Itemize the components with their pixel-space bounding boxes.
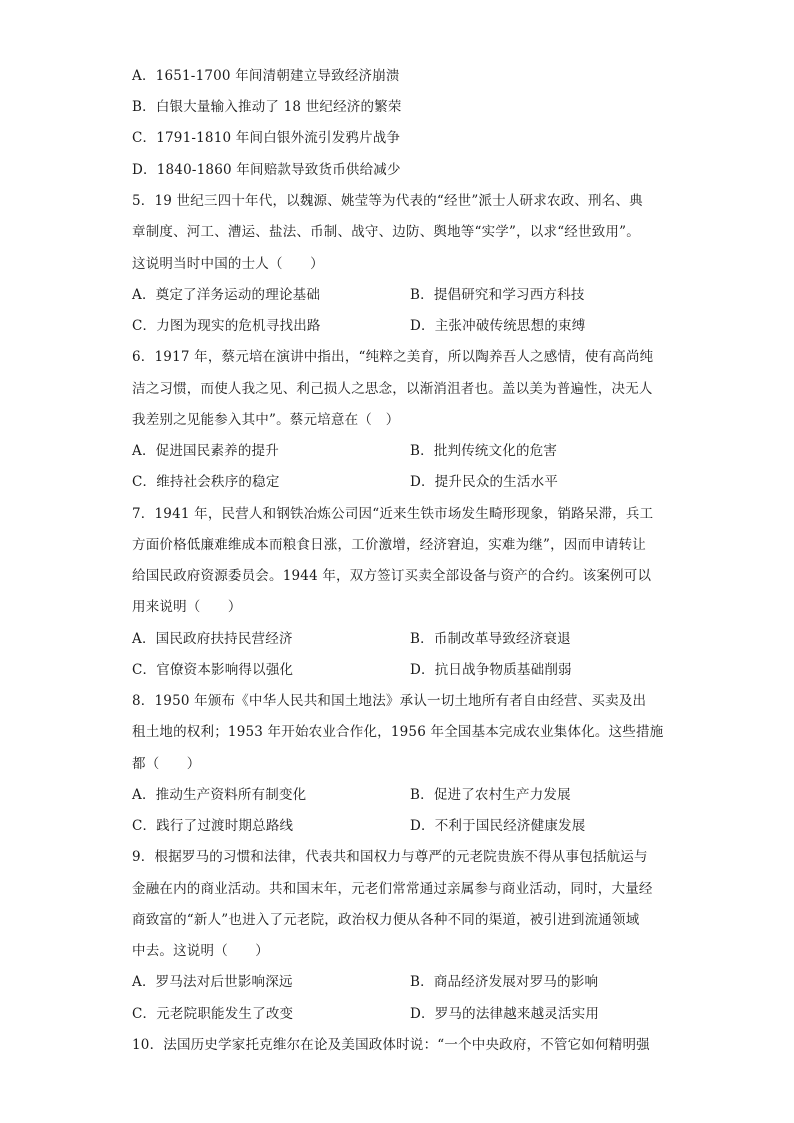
q7-stem-line-2: 方面价格低廉难维成本而粮食日涨，工价激增，经济窘迫，实难为继”，因而申请转让 [132,537,647,553]
q5-stem-line-1: 5．19 世纪三四十年代，以魏源、姚莹等为代表的“经世”派士人研求农政、刑名、典 [132,193,643,209]
q8-option-b: B．促进了农村生产力发展 [410,787,571,803]
q8-stem-line-3: 都（ ） [132,756,201,772]
q7-option-b: B．币制改革导致经济衰退 [410,631,571,647]
q5-stem-line-2: 章制度、河工、漕运、盐法、币制、战守、边防、舆地等“实学”，以求“经世致用”。 [132,224,640,240]
q8-stem-line-1: 8．1950 年颁布《中华人民共和国土地法》承认一切土地所有者自由经营、买卖及出 [132,693,647,709]
q8-option-a: A．推动生产资料所有制变化 [132,787,307,803]
q6-option-b: B．批判传统文化的危害 [410,443,558,459]
q9-stem-line-1: 9．根据罗马的习惯和法律，代表共和国权力与尊严的元老院贵族不得从事包括航运与 [132,849,648,865]
q9-option-c: C．元老院职能发生了改变 [132,1006,294,1022]
q7-option-c: C．官僚资本影响得以强化 [132,662,294,678]
q8-option-d: D．不利于国民经济健康发展 [410,818,586,834]
q6-option-a: A．促进国民素养的提升 [132,443,279,459]
q6-option-c: C．维持社会秩序的稳定 [132,474,280,490]
q7-stem-line-3: 给国民政府资源委员会。1944 年，双方签订买卖全部设备与资产的合约。该案例可以 [132,568,652,584]
q4-option-c: C．1791-1810 年间白银外流引发鸦片战争 [132,130,401,146]
q6-stem-line-1: 6．1917 年，蔡元培在演讲中指出，“纯粹之美育，所以陶养吾人之感情，使有高尚纯 [132,349,654,365]
q5-stem-line-3: 这说明当时中国的士人（ ） [132,256,324,272]
q6-stem-line-2: 洁之习惯，而使人我之见、利己损人之思念，以渐消沮者也。盖以美为普遍性，决无人 [132,381,653,397]
q9-option-b: B．商品经济发展对罗马的影响 [410,974,599,990]
q6-option-d: D．提升民众的生活水平 [410,474,559,490]
q4-option-b: B．白银大量输入推动了 18 世纪经济的繁荣 [132,99,402,115]
q5-option-d: D．主张冲破传统思想的束缚 [410,318,586,334]
q8-stem-line-2: 租土地的权利；1953 年开始农业合作化，1956 年全国基本完成农业集体化。这些措施 [132,724,664,740]
q4-option-a: A．1651-1700 年间清朝建立导致经济崩溃 [132,68,400,84]
q5-option-b: B．提倡研究和学习西方科技 [410,287,585,303]
q7-option-d: D．抗日战争物质基础削弱 [410,662,572,678]
q6-stem-line-3: 我差别之见能参入其中”。蔡元培意在（ ） [132,412,400,428]
q9-stem-line-4: 中去。这说明（ ） [132,943,269,959]
q10-stem-line-1: 10．法国历史学家托克维尔在论及美国政体时说：“一个中央政府，不管它如何精明强 [132,1037,650,1053]
q5-option-a: A．奠定了洋务运动的理论基础 [132,287,321,303]
q9-option-d: D．罗马的法律越来越灵活实用 [410,1006,600,1022]
q7-stem-line-1: 7．1941 年，民营人和钢铁冶炼公司因“近来生铁市场发生畸形现象，销路呆滞，兵工 [132,506,654,522]
q9-option-a: A．罗马法对后世影响深远 [132,974,293,990]
q5-option-c: C．力图为现实的危机寻找出路 [132,318,321,334]
q4-option-d: D．1840-1860 年间赔款导致货币供给减少 [132,162,401,178]
q7-stem-line-4: 用来说明（ ） [132,599,242,615]
q9-stem-line-3: 商致富的“新人”也进入了元老院，政治权力便从各种不同的渠道，被引进到流通领域 [132,912,640,928]
q7-option-a: A．国民政府扶持民营经济 [132,631,293,647]
q9-stem-line-2: 金融在内的商业活动。共和国末年，元老们常常通过亲属参与商业活动，同时，大量经 [132,881,653,897]
q8-option-c: C．践行了过渡时期总路线 [132,818,294,834]
